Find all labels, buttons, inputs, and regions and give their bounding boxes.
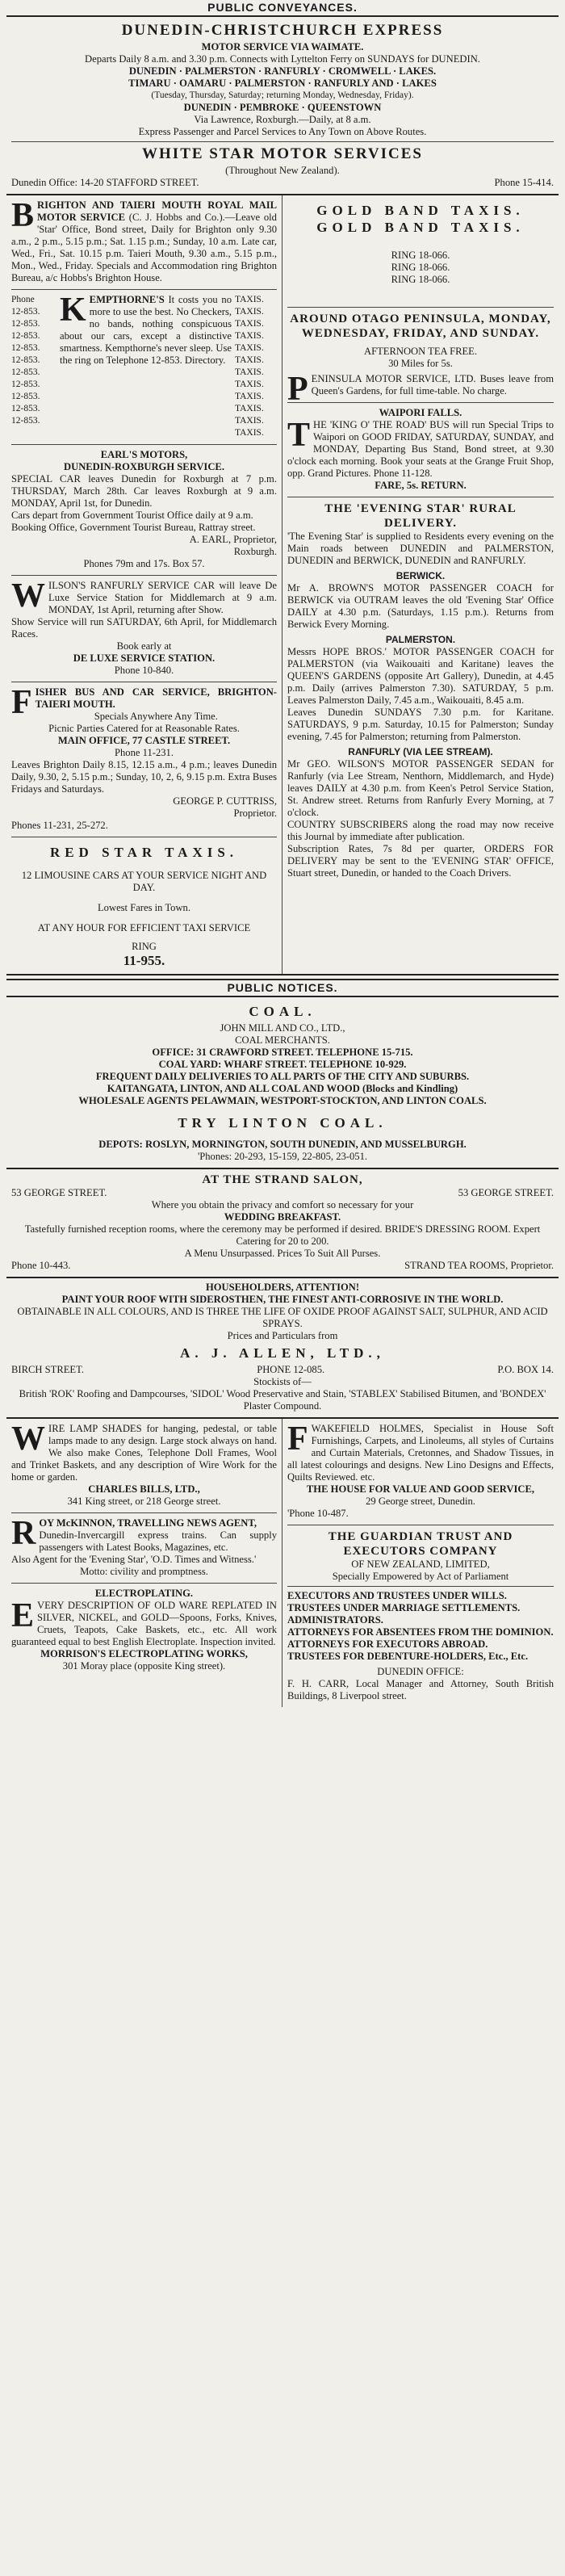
express-route2: TIMARU · OAMARU · PALMERSTON · RANFURLY AND · LAKES [128, 78, 437, 89]
electro-body: VERY DESCRIPTION OF OLD WARE REPLATED IN SILVER, NICKEL, and GOLD—Spoons, Forks, Knives, Cruets, Teapots, Cake Baskets, etc., etc. All work guaranteed equal to best English Electroplate. Inspection invited. [11, 1600, 277, 1647]
allen-phone: PHONE 12-085. [257, 1364, 325, 1375]
drop-cap: B [11, 197, 35, 234]
goldband-ring3: RING 18-066. [391, 274, 450, 285]
left-column [6, 195, 282, 974]
allen-obtainable: OBTAINABLE IN ALL COLOURS, AND IS THREE THE LIFE OF OXIDE PROOF AGAINST SALT, SULPHUR, AND ACID SPRAYS. [17, 1306, 548, 1329]
wakefield-phone: 'Phone 10-487. [287, 1508, 349, 1519]
wire-ad [11, 1419, 277, 1513]
fisher-picnic: Picnic Parties Catered for at Reasonable Rates. [48, 723, 240, 734]
goldband-line2: GOLD BAND TAXIS. [316, 220, 525, 235]
strand-title: AT THE STRAND SALON, [202, 1173, 363, 1186]
allen-box: P.O. BOX 14. [497, 1364, 554, 1375]
fisher-ad [11, 682, 277, 837]
wakefield-body: WAKEFIELD HOLMES, Specialist in House Soft Furnishings, Carpets, and Linoleums, all styles of Curtains and Curtain Materials, Cretonnes, and Shadow Tissues, in all latest colourings and designs. New Lino Designs and Effects, Quilts Reviewed. etc. [287, 1423, 554, 1483]
whitestar-throughout: (Throughout New Zealand). [225, 165, 340, 176]
earl-phones: Phones 79m and 17s. Box 57. [83, 558, 205, 569]
fisher-proprietor: GEORGE P. CUTTRISS, [173, 795, 277, 807]
strand-where: Where you obtain the privacy and comfort so necessary for your [151, 1199, 414, 1210]
notices-left-column [6, 1419, 282, 1707]
redstar-ring: RING [132, 941, 157, 952]
rural-subscription: Subscription Rates, 7s 8d per quarter, ORDERS FOR DELIVERY may be sent to the 'EVENING STAR' OFFICE, Stuart street, Dunedin, or handed to the Coach Drivers. [287, 843, 554, 879]
wilson-ad [11, 576, 277, 682]
drop-cap: T [287, 417, 311, 454]
guardian-item: ATTORNEYS FOR ABSENTEES FROM THE DOMINION. [287, 1626, 554, 1638]
guardian-item: ADMINISTRATORS. [287, 1614, 383, 1626]
earl-title: EARL'S MOTORS, [100, 449, 188, 460]
wilson-body: ILSON'S RANFURLY SERVICE CAR will leave De Luxe Service Station for Middlemarch at 9 a.m. MONDAY, 1st April, returning after Show. [48, 580, 277, 615]
strand-menu: A Menu Unsurpassed. Prices To Suit All Purses. [184, 1248, 381, 1259]
waipori-ad [287, 403, 554, 497]
whitestar-footer [11, 177, 554, 189]
roy-body: Dunedin-Invercargill express trains. Can supply passengers with Latest Books, Magazines, etc. [39, 1529, 277, 1553]
coal-wholesale: WHOLESALE AGENTS PELAWMAIN, WESTPORT-STOCKTON, AND LINTON COALS. [78, 1095, 487, 1106]
coal-kaitangata: KAITANGATA, LINTON, AND ALL COAL AND WOOD (Blocks and Kindling) [107, 1083, 458, 1094]
electro-addr: 301 Moray place (opposite King street). [62, 1660, 226, 1672]
fisher-leaves: Leaves Brighton Daily 8.15, 12.15 a.m., 4 p.m.; leaves Dunedin Daily, 9.30, 2, 5.15 p.m.; Sunday, 10, 2, 6, 9.15 p.m. Extra Buses Fridays and Saturdays. [11, 759, 277, 795]
otago-miles: 30 Miles for 5s. [388, 358, 453, 369]
section-header-notices: PUBLIC NOTICES. [6, 979, 559, 997]
waipori-body: HE 'KING O' THE ROAD' BUS will run Special Trips to Waipori on GOOD FRIDAY, SATURDAY, SUNDAY, and MONDAY, Departing Bus Stand, Bond street, at 9.30 o'clock each morning. Book your seats at the Grange Fruit Shop, opp. Grand Pictures. Phone 11-128. [287, 419, 554, 479]
coal-ad [6, 997, 559, 1169]
express-route3: DUNEDIN · PEMBROKE · QUEENSTOWN [183, 102, 382, 113]
allen-street: BIRCH STREET. [11, 1364, 85, 1375]
electro-firm: MORRISON'S ELECTROPLATING WORKS, [40, 1648, 248, 1659]
electro-ad [11, 1584, 277, 1677]
rural-title: THE 'EVENING STAR' RURAL DELIVERY. [324, 502, 517, 530]
otago-title: AROUND OTAGO PENINSULA, MONDAY, WEDNESDAY, FRIDAY, AND SUNDAY. [290, 313, 551, 340]
conveyances-columns [6, 195, 559, 975]
wire-body: IRE LAMP SHADES for hanging, pedestal, or table lamps made to any design. Large stock always on hand. We also make Cones, Telephone Doll Frames, Wool and Trinket Baskets, and any description of Wire Work for the home or garden. [11, 1423, 277, 1483]
drop-cap: R [11, 1515, 36, 1552]
guardian-manager: F. H. CARR, Local Manager and Attorney, South British Buildings, 8 Liverpool street. [287, 1678, 554, 1701]
otago-ad [287, 308, 554, 408]
coal-firm: JOHN MILL AND CO., LTD., [220, 1022, 345, 1034]
coal-try: TRY LINTON COAL. [178, 1115, 387, 1131]
wakefield-addr: 29 George street, Dunedin. [366, 1496, 475, 1507]
strand-rooms: STRAND TEA ROOMS, Proprietor. [404, 1260, 554, 1271]
express-title: DUNEDIN-CHRISTCHURCH EXPRESS [121, 22, 444, 39]
whitestar-title: WHITE STAR MOTOR SERVICES [142, 145, 423, 162]
allen-paint: PAINT YOUR ROOF WITH SIDEROSTHEN, THE FINEST ANTI-CORROSIVE IN THE WORLD. [61, 1294, 504, 1305]
drop-cap: E [11, 1597, 35, 1634]
coal-depots: DEPOTS: ROSLYN, MORNINGTON, SOUTH DUNEDIN, AND MUSSELBURGH. [98, 1139, 467, 1150]
wilson-phone: Phone 10-840. [114, 665, 174, 676]
earl-ad [11, 445, 277, 576]
allen-firm: A. J. ALLEN, LTD., [180, 1345, 385, 1361]
goldband-line1: GOLD BAND TAXIS. [316, 203, 525, 218]
guardian-empowered: Specially Empowered by Act of Parliament [332, 1571, 509, 1582]
drop-cap: W [11, 577, 45, 615]
express-ad [6, 17, 559, 195]
goldband-ring1: RING 18-066. [391, 250, 450, 261]
otago-tea: AFTERNOON TEA FREE. [363, 346, 478, 357]
redstar-number: 11-955. [123, 953, 165, 968]
strand-breakfast: WEDDING BREAKFAST. [224, 1211, 341, 1223]
wire-addr: 341 King street, or 218 George street. [67, 1496, 221, 1507]
rural-berwick: Mr A. BROWN'S MOTOR PASSENGER COACH for BERWICK via OUTRAM leaves the old 'Evening Star' Office DAILY at 4.30 p.m. (Saturdays, 1.15 p.m.). Returns from Berwick Every Morning. [287, 582, 554, 630]
whitestar-office: Dunedin Office: 14-20 STAFFORD STREET. [11, 177, 199, 188]
wakefield-house: THE HOUSE FOR VALUE AND GOOD SERVICE, [306, 1483, 535, 1495]
fisher-head: ISHER BUS AND CAR SERVICE, BRIGHTON-TAIERI MOUTH. [35, 686, 277, 710]
wakefield-ad [287, 1419, 554, 1525]
guardian-nz: OF NEW ZEALAND, LIMITED, [351, 1559, 490, 1570]
redstar-limousine: 12 LIMOUSINE CARS AT YOUR SERVICE NIGHT AND DAY. [21, 870, 267, 893]
brighton-body: (C. J. Hobbs and Co.).—Leave old 'Star' Office, Bond street, Daily for Brighton only 9.30 a.m., 2 p.m., 5.15 p.m.; Sat. 1.15 p.m.; Sunday, 10 a.m. Late car, Wed., Fri., Sat. 10.15 p.m. Taieri Mouth, 9.30 a.m., 5.15 p.m., Mon., Wed., Friday. Specials and Accommodation ring Brighton Bureau, a/c Hobbs's Brighton House. [11, 212, 277, 283]
electro-title: ELECTROPLATING. [94, 1588, 194, 1599]
kempthorne-ad [11, 290, 277, 445]
rural-ranfurly: Mr GEO. WILSON'S MOTOR PASSENGER SEDAN for Ranfurly (via Lee Stream, Nenthorn, Middlemarch, and Hyde) leaves DAILY at 4.30 p.m. from Keen's Petrol Service Station, St. Andrew street. Returns from Ranfurly Every Morning, at 7 o'clock. [287, 758, 554, 818]
coal-phones: 'Phones: 20-293, 15-159, 22-805, 23-051. [197, 1151, 368, 1162]
guardian-title: THE GUARDIAN TRUST AND EXECUTORS COMPANY [328, 1530, 513, 1558]
strand-phone: Phone 10-443. [11, 1260, 71, 1271]
roy-head: OY McKINNON, TRAVELLING NEWS AGENT, [39, 1517, 257, 1529]
redstar-fares: Lowest Fares in Town. [97, 902, 191, 913]
right-column [282, 195, 559, 974]
whitestar-phone: Phone 15-414. [494, 177, 554, 188]
guardian-item: TRUSTEES FOR DEBENTURE-HOLDERS, Etc., Etc. [287, 1651, 529, 1662]
fisher-proptitle: Proprietor. [233, 808, 277, 819]
fisher-phones: Phones 11-231, 25-272. [11, 820, 108, 831]
kempthorne-taxis: TAXIS. TAXIS. TAXIS. TAXIS. TAXIS. TAXIS. TAXIS. TAXIS. TAXIS. TAXIS. TAXIS. TAXIS. [235, 295, 264, 438]
express-departs: Departs Daily 8 a.m. and 3.30 p.m. Connects with Lyttelton Ferry on SUNDAYS for DUNEDIN. [85, 53, 480, 65]
rural-sunday: Leaves Dunedin SUNDAYS 7.30 p.m. for Karitane. SATURDAYS, 9 p.m. Saturday, 10.15 for Palmerston; Sunday evening, 7.45 for Palmerston; returning from Palmerston. [287, 707, 554, 742]
rural-intro: 'The Evening Star' is supplied to Residents every evening on the Main roads between DUNEDIN and PALMERSTON, DUNEDIN and BERWICK, DUNEDIN and RANFURLY. [287, 531, 554, 566]
express-route1: DUNEDIN · PALMERSTON · RANFURLY · CROMWELL · LAKES. [128, 65, 437, 77]
waipori-fare: FARE, 5s. RETURN. [375, 480, 467, 491]
rural-ad [287, 497, 554, 884]
earl-subtitle: DUNEDIN-ROXBURGH SERVICE. [64, 461, 224, 472]
drop-cap: W [11, 1420, 45, 1458]
waipori-title: WAIPORI FALLS. [379, 407, 462, 418]
earl-body: SPECIAL CAR leaves Dunedin for Roxburgh at 7 p.m. THURSDAY, March 28th. Car leaves Roxburgh at 9 a.m. MONDAY, April 1st, for Dunedin. [11, 473, 277, 509]
earl-depart: Cars depart from Government Tourist Office daily at 9 a.m. [11, 510, 253, 521]
allen-ad [6, 1278, 559, 1419]
goldband-ad [287, 195, 554, 308]
brighton-head: RIGHTON AND TAIERI MOUTH ROYAL MAIL MOTOR SERVICE [37, 199, 277, 223]
express-subtitle: MOTOR SERVICE VIA WAIMATE. [201, 41, 364, 52]
roy-agent: Also Agent for the 'Evening Star', 'O.D. Times and Witness.' [11, 1554, 257, 1565]
express-route2-days: (Tuesday, Thursday, Saturday; returning Monday, Wednesday, Friday). [151, 90, 414, 100]
coal-yard: COAL YARD: WHARF STREET. TELEPHONE 10-929. [158, 1059, 407, 1070]
rural-country: COUNTRY SUBSCRIBERS along the road may now receive this Journal by immediate after publication. [287, 819, 554, 842]
fisher-main: MAIN OFFICE, 77 CASTLE STREET. [57, 735, 231, 746]
kempthorne-body: It costs you no more to use the best. No Checkers, no bands, nothing conspicuous about our cars, except a distinctive smartness. Kempthorne's never sleep. Use the ring on Telephone 12-853. Directory. [60, 294, 232, 366]
wire-firm: CHARLES BILLS, LTD., [88, 1483, 200, 1495]
strand-tasteful: Tastefully furnished reception rooms, where the ceremony may be performed if desired. BRIDE'S DRESSING ROOM. Expert Catering for 20 to 200. [24, 1223, 541, 1247]
allen-products: British 'ROK' Roofing and Dampcourses, 'SIDOL' Wood Preservative and Stain, 'STABLEX' Stabilised Bitumen, and 'BONDEX' Plaster Compound. [19, 1388, 546, 1412]
guardian-item: EXECUTORS AND TRUSTEES UNDER WILLS. [287, 1590, 507, 1601]
drop-cap: P [287, 371, 308, 408]
coal-office: OFFICE: 31 CRAWFORD STREET. TELEPHONE 15-715. [152, 1047, 413, 1058]
wilson-book: Book early at [116, 640, 172, 652]
newspaper-page [6, 0, 559, 1707]
rural-ranfurly-head: RANFURLY (VIA LEE STREAM). [348, 746, 493, 757]
coal-frequent: FREQUENT DAILY DELIVERIES TO ALL PARTS OF THE CITY AND SUBURBS. [95, 1071, 470, 1082]
kempthorne-head: EMPTHORNE'S [89, 294, 165, 305]
fisher-phone1: Phone 11-231. [115, 747, 174, 758]
rural-palmerston-head: PALMERSTON. [385, 634, 456, 645]
coal-merchants: COAL MERCHANTS. [235, 1034, 330, 1046]
brighton-ad [11, 195, 277, 290]
redstar-ad [11, 837, 277, 974]
wilson-show: Show Service will run SATURDAY, 6th April, for Middlemarch Races. [11, 616, 277, 640]
redstar-service: AT ANY HOUR FOR EFFICIENT TAXI SERVICE [37, 922, 251, 933]
allen-stockists: Stockists of— [253, 1376, 312, 1387]
guardian-office: DUNEDIN OFFICE: [377, 1666, 464, 1677]
allen-prices: Prices and Particulars from [227, 1330, 338, 1341]
earl-proprietor: A. EARL, Proprietor, [189, 534, 277, 545]
earl-place: Roxburgh. [233, 546, 277, 557]
guardian-item: ATTORNEYS FOR EXECUTORS ABROAD. [287, 1638, 488, 1650]
guardian-item: TRUSTEES UNDER MARRIAGE SETTLEMENTS. [287, 1602, 521, 1613]
allen-title: HOUSEHOLDERS, ATTENTION! [205, 1282, 360, 1293]
strand-addr1: 53 GEORGE STREET. [11, 1187, 107, 1198]
coal-title: COAL. [249, 1004, 316, 1019]
rural-palmerston: Messrs HOPE BROS.' MOTOR PASSENGER COACH for PALMERSTON (via Waikouaiti and Karitane) leaves the QUEEN'S GARDENS (opposite Art Gallery), Dunedin, at 4.45 p.m. Daily (arrives Palmerston 7.30). SATURDAY, 5 p.m. Leaves Palmerston Daily, 7.45 a.m., Waikouaiti, 8.45 a.m. [287, 646, 554, 706]
fisher-specials: Specials Anywhere Any Time. [94, 711, 218, 722]
notices-columns [6, 1419, 559, 1707]
notices-right-column [282, 1419, 559, 1707]
drop-cap: F [11, 684, 32, 721]
drop-cap: K [60, 292, 86, 329]
drop-cap: F [287, 1420, 308, 1458]
roy-ad [11, 1513, 277, 1584]
redstar-title: RED STAR TAXIS. [49, 845, 239, 860]
earl-booking: Booking Office, Government Tourist Bureau, Rattray street. [11, 522, 256, 533]
strand-addr2: 53 GEORGE STREET. [458, 1187, 554, 1198]
kempthorne-phones: Phone 12-853. 12-853. 12-853. 12-853. 12-853. 12-853. 12-853. 12-853. 12-853. 12-853. [11, 295, 40, 426]
express-parcels: Express Passenger and Parcel Services to Any Town on Above Routes. [138, 126, 427, 137]
strand-ad [6, 1169, 559, 1278]
goldband-ring2: RING 18-066. [391, 262, 450, 273]
rural-berwick-head: BERWICK. [396, 570, 446, 581]
roy-motto: Motto: civility and promptness. [80, 1566, 208, 1577]
guardian-ad [287, 1525, 554, 1707]
express-route3-via: Via Lawrence, Roxburgh.—Daily, at 8 a.m. [194, 114, 371, 125]
wilson-station: DE LUXE SERVICE STATION. [73, 652, 216, 664]
section-header-conveyances: PUBLIC CONVEYANCES. [6, 0, 559, 17]
otago-body: ENINSULA MOTOR SERVICE, LTD. Buses leave from Queen's Gardens, for full time-table. No charge. [311, 373, 554, 396]
